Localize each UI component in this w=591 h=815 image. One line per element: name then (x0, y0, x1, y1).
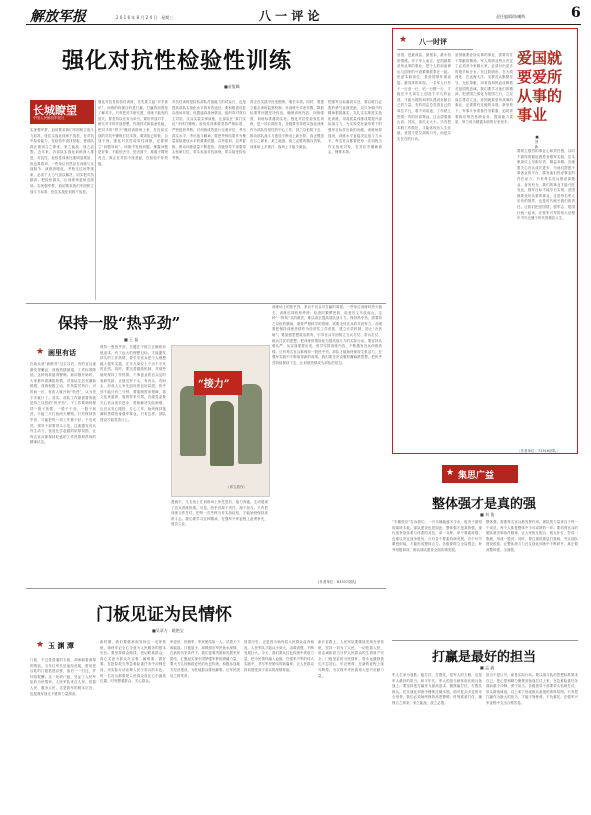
door-body-col2: 新时期，我们要继承和发扬这一光荣传统，始终牢记全心全意为人民服务的根本宗旨。要坚持群众路线，密切联系群众，真心实意为群众办实事、解难事、做好事。在抢险救灾等急难险重任务中冲锋在前，用实际行动诠释人民子弟兵的本色。每一名官兵都要把人民群众放在心中最高位置，时刻想着群众、关心群众。 (100, 640, 166, 684)
column-huijian (36, 347, 96, 359)
door-body-col4: 回望历史，正是因为始终同人民群众血肉相连，人民军队才能从小到大、由弱到强，不断发展壮大。今天，我们要从红色传统中汲取力量，把为民情怀融入血脉，在强军兴军的伟大实践中，书写军民团结的新篇章，让人民群众真切感受到子弟兵的深情厚谊。 (244, 640, 314, 672)
hard-body-col1: 军人生来为战胜。能打仗、打胜仗，是军人的天职，也是军人最好的担当。和平年代，军人的担当就体现在练兵备战上。要坚持把打赢作为最高追求，聚焦能打仗、打胜仗练兵，在实战化训练中锤炼过硬本领。面对复杂多变的安全形势，我们必须始终保持高度警惕，时刻准备打仗，确保召之即来、来之能战、战之必胜。 (392, 673, 482, 705)
door-body-col3: 军爱民，民拥军，军民团结如一人，试看天下谁能敌。门板虽小，却映照出军民鱼水深情。在新的历史条件下，我们更要巩固和发展军民团结，汇聚起实现中国梦强军梦的磅礴力量。要大力弘扬拥政爱民的优良传统，积极参加地方经济建设，为驻地群众排忧解难，让军民团结之树常青。 (170, 640, 240, 678)
section-editor: 责任编辑/陈曦辉 (496, 14, 526, 19)
cartoon-label: “接力” (198, 379, 230, 390)
bayi-label: 八一时评 (419, 37, 447, 46)
door-headline: 门板见证为民情怀 (96, 605, 232, 625)
lead-body-col1: 实现强军梦，迫切要求我们牢固树立战斗力标准，扭住实战化训练不放松，在对抗中检验能力，在检验中查找短板，使部队真正做到召之即来、来之能战、战之必胜。近年来，各部队实战化训练深入推进，对抗性、检验性训练比重明显增加，但也要看到，一些单位仍然存在训练与实战脱节、演练套路化、考核走过场等现象，必须下大力气加以解决，切实把对抗搞真、把检验做实，让训练场更贴近战场。实现强军梦，迫切要求我们牢固树立战斗力标准，扭住实战化训练不放松。 (30, 128, 94, 194)
column-banner-jisi (442, 465, 518, 483)
soldier-figure-2 (210, 401, 234, 466)
bayi-body-col3: 要树立强烈的事业心和责任感，以时不我待的紧迫感投身强军实践，在本职岗位上尽职尽责、精益求精。各级要关心官兵成长进步，为他们搭建干事创业的平台，激发他们热爱事业的内在动力。只有每名官兵都爱岗敬业、奋发有为，我们的事业才能兴旺发达，强军目标才能早日实现。爱国就要爱所从事的事业，这是每名军人应有的境界，也是时代赋予我们的责任。让我们把爱国情、强军志、报国行统一起来，在强军兴军的伟大征程中书写无愧于时代的精彩人生。 (517, 149, 575, 221)
hot-body-col2: 保持一股热乎劲，关键在于树立正确的价值追求。有了远大的理想目标，才能激发持久的工作热情。要引导官兵把个人理想融入强军实践，在平凡岗位上干出不平凡的业绩。同时，要完善激励机制，对那些始终保持工作热情、干事创业的官兵及时表彰奖励，让他们有干头、有奔头、有盼头，形成人人争先创优的良好局面。热乎劲不能只有三分钟，要靠制度来保障，靠文化来滋养，靠榜样来引领。各级党委要关心官兵成长进步，帮助解决实际困难，让官兵安心服役、专心工作，始终保持饱满的热情投身强军事业。只有这样，部队建设才能蒸蒸日上。 (100, 345, 166, 422)
star-icon: ★ (399, 35, 408, 45)
section-rule-1 (26, 303, 386, 304)
column-banner-title: 长城瞭望 (33, 104, 77, 117)
comment-col: 训练场上的热乎劲，来自于官兵对打赢的渴望。一些单位训练时热火朝天，训练后却松松垮垮；检查时紧锣密鼓，检查后又马放南山。这种“一阵风”式的做法，难以真正提高部队战斗力。保持热乎劲，需要持之以恒的精神，需要严格科学的管理，需要全体官兵的共同努力。各级要把保持训练热情作为经常性工作来抓，建立长效机制，防止“冷热病”。要加强思想政治教育，引导官兵牢固树立当兵打仗、带兵打仗、练兵打仗的思想，把训练热情转化为提高战斗力的实际行动。要坚持从难从严、从实战需要出发，科学安排训练内容，不断激发官兵训练热情。只有每名官兵都保持一股热乎劲，部队才能始终保持生机活力，在强军实践中不断取得新的成绩。我们要坚决克服松懈麻痹思想，把热乎劲持续保持下去，让训练热情成为部队的常态。 (272, 305, 382, 365)
star-icon: ★ (36, 347, 45, 357)
column-yuqian (36, 640, 96, 652)
column-yuqian-title: 玉 渊 潭 (48, 641, 74, 650)
team-byline: ■ 刘 俊 (480, 512, 495, 517)
door-body-col5: 新长征路上，人民军队要继续发扬光荣传统，坚持一切为了人民、一切依靠人民，用忠诚和担当守护人民群众的生命财产安全。门板见证的为民情怀，将永远激励我们不忘初心、牢记使命，在新的征程上续写辉煌，为实现中华民族伟大复兴贡献力量。 (318, 640, 384, 678)
bayi-frame (392, 28, 578, 454)
bayi-byline: ■ 刘 新 (535, 135, 539, 149)
hard-byline: ■ 孟 鑫 (480, 665, 495, 670)
cartoon-image (171, 345, 270, 497)
hard-headline: 打赢是最好的担当 (432, 650, 537, 665)
masthead-rule (26, 24, 581, 25)
bayi-source: （作者单位：72516部队） (517, 449, 560, 453)
lead-headline: 强化对抗性检验性训练 (62, 48, 293, 74)
masthead (0, 0, 591, 24)
star-icon: ★ (36, 640, 45, 650)
lead-body-col3: 对抗性训练是检验部队作战能力的试金石，也是提高部队实战化水平的有效途径。要积极创设复杂战场环境，设置逼真战场情况，组织背对背自主对抗、实兵实装实弹演练，让部队在“真打实抗”中摔打锤炼。检验性训练要坚持严格标准，严密组织考核，对训练成效进行全面评估，考出真实水平，考出战斗精神。要把考核结果作为衡量部队建设水平的重要依据，以考促训、以考促练，推动训练质量不断提高。各级领导干部要带头钻研打仗，带头参加对抗演练，带头接受检验考核。 (172, 100, 246, 160)
lead-body-col4: 真正在实践中经受锻炼、增长本领。同时，要建立健全训练监察机制，对训练中弄虚作假、降低标准等问题坚决纠治，确保训练内容、训练强度、训练标准落到实处。强化对抗性检验性训练，是一项长期任务。各级要坚持把实战化训练作为部队经常性的中心工作，持之以恒抓下去，推动部队战斗力建设不断迈上新台阶，真正锻造出召之即来、来之能战、战之必胜的精兵劲旅。训练场上多流汗，战场上才能少流血。 (250, 100, 324, 149)
hot-body-col1: 在新兵营“新鲜劲”过去以后，有的官兵逐渐变得懈怠，训练热情减退，工作标准降低。这种现象值得警惕。新训刚开始时，大家都怀着满腔热情，对部队生活充满新鲜感，训练积极主动，作风雷厉风行；可时间一长，有的人就开始“松劲”，认为差不多就行了。其实，部队工作最需要的就是持之以恒的“热乎劲”。干工作要始终保持一股子热情、一股子干劲、一股子韧劲，不能三天打鱼两天晒网。只有保持热乎劲，才能把每一项工作都干好、干出成效。领导干部要带头示范，注重激发官兵内生动力，营造比学赶超的浓厚氛围，让每名官兵都保持旺盛的工作热情和昂扬的精神状态。 (30, 362, 96, 445)
cartoon-caption: （邓立浩作） (226, 485, 247, 489)
comment-source: (作者单位：83337部队) (318, 580, 357, 584)
section-rule-2 (26, 588, 386, 589)
page-number: 6 (571, 5, 581, 21)
issue-date: 2 0 1 6 年 8 月 2 4 日 星期三 (116, 15, 174, 20)
team-body-col2: 整体强，需要每名官兵都发挥作用。团队的力量来自于每一个成员，每个人都是整体中不可或缺的一环。要培养官兵的团队意识和协作精神，让大家相互配合、相互补位，拧成一股绳、形成一股劲。同时，要注重抓基层打基础，夯实部队建设根基，让整体战斗力在实战化训练中不断跃升，真正做到整体强、全面强。 (486, 520, 578, 552)
section-rule-3 (392, 640, 578, 641)
hard-body-col2: 担当不是口号，而是实际行动。要以战斗队的思想标准要求自己，把心思和精力聚焦到备战打仗上来，在急难险重任务面前敢于冲锋、勇于担当。各级领导干部要带头钻研打仗，带头研战谋战，以上率下形成练兵备战的浓厚氛围。只有把打赢作为最大的担当，才能不辱使命、不负重托，在强军兴军征程中交出合格答卷。 (486, 673, 578, 705)
door-byline: ■吴章方 姚艳宝 (152, 628, 184, 633)
column-huijian-title: 画里有话 (48, 348, 76, 357)
soldier-figure-3 (238, 384, 262, 464)
newspaper-logo: 解放军报 (30, 9, 86, 25)
bayi-headline: 爱国就要爱所从事的事业 (517, 49, 563, 124)
lead-body-col2: 强化对抗性检验性训练，首先要立起“对手意识”。训练的终极目的是打赢，打赢的前提是了解对手。只有把对手研究透，训练才能有的放矢。要坚持以任务为牵引，紧盯作战对手，研究对手的作战思想、作战样式和装备性能，把对手的“样子”搬到训练场上来，在近似实战的对抗中锤炼打仗本领，做到知己知彼、百战不殆。强化对抗性检验性训练，还要树立“问题导向”。训练中发现问题、暴露问题是好事，不能怕丢分、怕丢面子，要敢于揭短亮丑，真正在对抗中找差距，在检验中补短板。 (98, 100, 168, 166)
section-title: 八 一 评 论 (259, 9, 320, 23)
hot-headline: 保持一股“热乎劲” (58, 314, 181, 332)
bayi-body-col2: 爱国就要爱所从事的事业，需要有甘于奉献的精神。军人的职业特点决定了必须舍小家顾大家，必须付出更多的艰辛和汗水。在边防哨所、在大漠深处、在远海大洋，无数官兵默默坚守、无私奉献，用青春和热血诠释着对祖国的忠诚。我们要学习他们的精神，把爱国之情化为报国之行，立足岗位建功立业。爱国就要爱所从事的事业，还需要有过硬的本领。新形势下，军事斗争准备任务繁重，迫切需要我们刻苦钻研业务、提高能力素质，努力成为精通本职的行家里手。 (455, 53, 513, 125)
lead-byline: ■苗俊峰 (224, 84, 240, 89)
door-body-col1: 门板，不过是普通的木板，却承载着深厚的情谊。当年红军长征途经此地，借用老百姓的门板搭建浮桥，战后一一归还，并付给报酬。这一块块门板，见证了人民军队的为民情怀。人民军队来自人民、依靠人民、服务人民，这是我军的根本宗旨，也是我军战无不胜的力量源泉。 (30, 658, 96, 696)
column-banner-subtitle: 中国人民解放军报社 (33, 116, 65, 120)
hot-body-col3: 漫画中，几名战士在训练场上争先恐后，接力奔跑，生动展现了官兵训练热情。可见，热乎劲源于责任，源于担当。只有把训练当作打仗，把每一次考核当作实战检验，才能始终保持高昂斗志。我们要学习这种精神，在强军兴军征程上奋勇争先、建功立业。 (171, 500, 268, 527)
team-headline: 整体强才是真的强 (432, 497, 537, 512)
hot-byline: ■ 王 磊 (124, 337, 139, 342)
bayi-label-box (397, 35, 473, 50)
soldier-figure-1 (180, 386, 206, 456)
star-icon: ★ (446, 468, 455, 478)
column-banner-changcheng (30, 100, 94, 124)
lead-body-col5: 把强军目标落到实处，要以敢打必胜的勇气直面差距，以只争朝夕的精神狠抓落实，扎扎实实推进实战化训练，用高质量训练成果提升部队战斗力，为实现党在新形势下的强军目标作出新的贡献。训练场即战场，训练水平直接决定战斗力水平，每名官兵都要把每一次训练当作实战来对待，在对抗中磨砺意志、锤炼本领。 (328, 100, 382, 155)
column-jisi-title: 集思广益 (458, 471, 495, 481)
bayi-body-col1: 爱国，是最深层、最根本、最永恒的情感。对于军人而言，爱国就要爱所从事的事业，把个人的前途命运与国家的兴衰紧紧联系在一起。热爱本职岗位，是爱国情怀最直接、最具体的体现。一名军人只有干一行爱一行、钻一行精一行，才能在平凡岗位上创造不平凡的业绩，才能为国防和军队建设贡献自己的力量。有的同志总觉得自己的岗位平凡，看不到前途，工作缺乏热情；有的好高骛远，这山望着那山高。其实，岗位无大小，只有把本职工作做好，才能体现出人生价值。爱国不是空洞的口号，而是实实在在的行动。 (397, 53, 451, 141)
lead-divider (95, 100, 96, 300)
team-body-col1: “木桶效应”告诉我们，一只木桶能盛多少水，取决于最短的那块木板。部队建设也是如此，整体强才是真的强。现代战争是体系与体系的对抗，单一兵种、单个要素再强，也难以决定战争胜负。只有各个要素协调发展、各个环节紧密衔接，才能形成整体合力。各级要树立全局观念，补齐短板弱项，推动部队建设全面协调发展。 (392, 520, 482, 552)
